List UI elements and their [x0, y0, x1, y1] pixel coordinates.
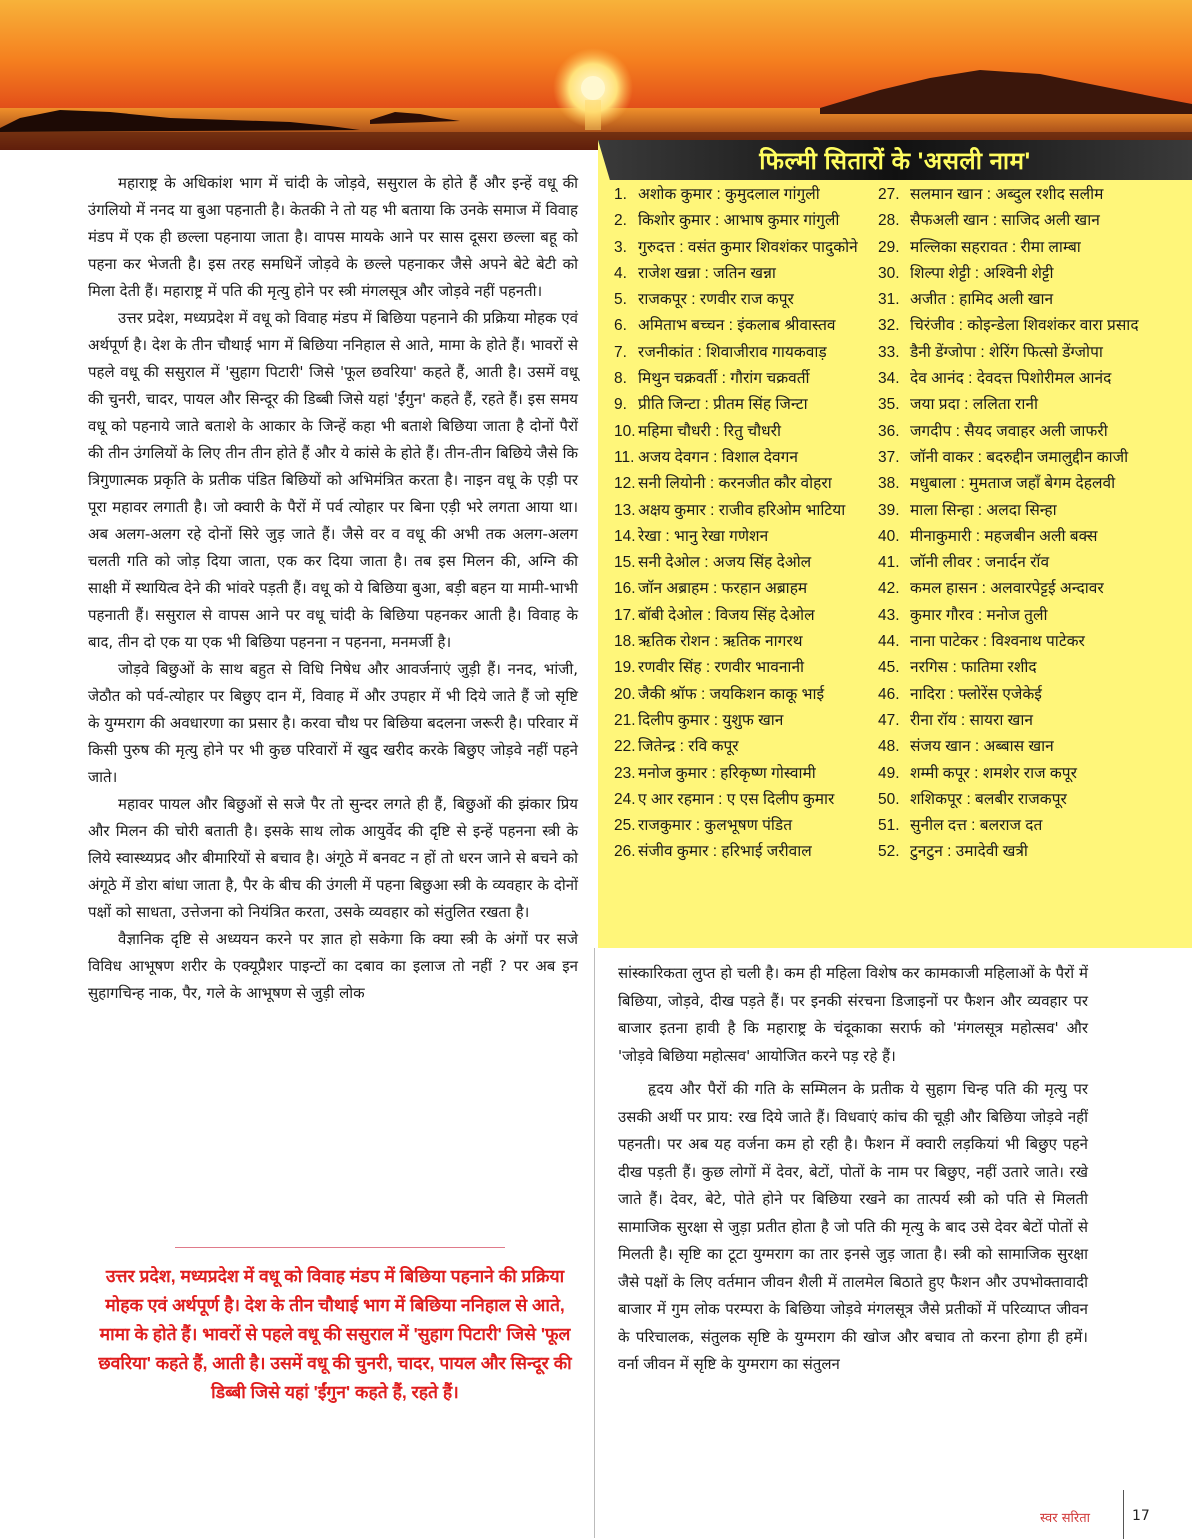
- name-entry: [614, 603, 884, 629]
- name-entry: [614, 655, 884, 681]
- entry-text: मिथुन चक्रवर्ती : गौरांग चक्रवर्ती: [638, 370, 810, 388]
- entry-number: 19.: [614, 659, 636, 677]
- entry-number: 43.: [878, 606, 900, 624]
- entry-text: राजेश खन्ना : जतिन खन्ना: [638, 264, 776, 282]
- entry-number: 5.: [614, 291, 627, 309]
- entry-text: किशोर कुमार : आभाष कुमार गांगुली: [638, 212, 840, 230]
- entry-number: 1.: [614, 186, 627, 203]
- name-entry: [614, 734, 884, 760]
- box-title: फिल्मी सितारों के 'असली नाम': [759, 148, 1031, 175]
- name-entry: [878, 340, 1190, 366]
- entry-text: रीना रॉय : सायरा खान: [910, 711, 1033, 729]
- entry-text: अशोक कुमार : कुमुदलाल गांगुली: [638, 186, 820, 203]
- entry-number: 2.: [614, 212, 627, 230]
- name-entry: [614, 366, 884, 392]
- name-entry: [614, 313, 884, 339]
- entry-number: 9.: [614, 396, 627, 414]
- entry-number: 3.: [614, 238, 627, 256]
- entry-number: 27.: [878, 186, 900, 203]
- name-entry: [878, 261, 1190, 287]
- entry-text: माला सिन्हा : अलदा सिन्हा: [910, 501, 1057, 519]
- sunset-banner-image: [0, 0, 1192, 150]
- entry-number: 24.: [614, 790, 636, 808]
- entry-number: 38.: [878, 475, 900, 493]
- entry-number: 39.: [878, 501, 900, 519]
- entry-text: कुमार गौरव : मनोज तुली: [910, 606, 1048, 624]
- footer-rule: [1123, 1490, 1124, 1539]
- entry-text: नरगिस : फातिमा रशीद: [910, 659, 1037, 677]
- entry-text: रणवीर सिंह : रणवीर भावनानी: [638, 659, 805, 677]
- entry-text: कमल हासन : अलवारपेट्टई अन्दावर: [910, 580, 1104, 598]
- entry-number: 16.: [614, 580, 636, 598]
- name-entry: [614, 576, 884, 602]
- entry-number: 7.: [614, 343, 627, 361]
- entry-text: सैफअली खान : साजिद अली खान: [910, 212, 1100, 230]
- entry-text: जया प्रदा : ललिता रानी: [910, 396, 1038, 414]
- entry-number: 12.: [614, 475, 636, 493]
- entry-number: 51.: [878, 817, 900, 835]
- entry-number: 45.: [878, 659, 900, 677]
- name-entry: [614, 839, 884, 865]
- entry-number: 41.: [878, 554, 900, 572]
- name-entry: [878, 235, 1190, 261]
- entry-text: अजय देवगन : विशाल देवगन: [638, 448, 798, 466]
- entry-text: शशिकपूर : बलबीर राजकपूर: [910, 790, 1067, 808]
- name-entry: [878, 287, 1190, 313]
- entry-text: शम्मी कपूर : शमशेर राज कपूर: [910, 764, 1077, 782]
- name-entry: [878, 708, 1190, 734]
- name-entry: [614, 340, 884, 366]
- name-entry: [614, 182, 884, 208]
- entry-text: गुरुदत्त : वसंत कुमार शिवशंकर पादुकोने: [638, 238, 858, 256]
- entry-text: सुनील दत्त : बलराज दत: [910, 817, 1043, 835]
- name-entry: [614, 498, 884, 524]
- name-entry: [614, 208, 884, 234]
- name-entry: [878, 392, 1190, 418]
- entry-text: नाना पाटेकर : विश्वनाथ पाटेकर: [910, 633, 1085, 651]
- entry-number: 11.: [614, 448, 635, 466]
- names-list-left: [614, 182, 884, 866]
- left-article-column: [88, 170, 578, 1007]
- entry-number: 22.: [614, 738, 636, 756]
- entry-text: टुनटुन : उमादेवी खत्री: [910, 843, 1028, 861]
- entry-text: सलमान खान : अब्दुल रशीद सलीम: [910, 186, 1104, 203]
- entry-text: मीनाकुमारी : महजबीन अली बक्स: [910, 527, 1098, 545]
- magazine-name: स्वर सरिता: [1040, 1511, 1090, 1526]
- name-entry: [614, 471, 884, 497]
- entry-text: संजीव कुमार : हरिभाई जरीवाल: [638, 843, 812, 861]
- page-number: 17: [1132, 1508, 1150, 1524]
- entry-text: जैकी श्रॉफ : जयकिशन काकू भाई: [638, 685, 825, 703]
- name-entry: [878, 682, 1190, 708]
- entry-text: सनी देओल : अजय सिंह देओल: [638, 554, 812, 572]
- entry-number: 17.: [614, 606, 636, 624]
- name-entry: [614, 392, 884, 418]
- entry-text: संजय खान : अब्बास खान: [910, 738, 1054, 756]
- entry-text: महिमा चौधरी : रितु चौधरी: [638, 422, 782, 440]
- name-entry: [878, 839, 1190, 865]
- column-rule: [594, 948, 595, 1538]
- entry-text: मधुबाला : मुमताज जहाँ बेगम देहलवी: [910, 475, 1116, 493]
- entry-number: 30.: [878, 264, 900, 282]
- name-entry: [878, 655, 1190, 681]
- entry-number: 25.: [614, 817, 636, 835]
- entry-text: रेखा : भानु रेखा गणेशन: [638, 527, 769, 545]
- entry-text: अमिताभ बच्चन : इंकलाब श्रीवास्तव: [638, 317, 836, 335]
- entry-text: जॉन अब्राहम : फरहान अब्राहम: [638, 580, 808, 598]
- name-entry: [878, 787, 1190, 813]
- entry-number: 35.: [878, 396, 900, 414]
- name-entry: [614, 761, 884, 787]
- entry-text: सनी लियोनी : करनजीत कौर वोहरा: [638, 475, 832, 493]
- name-entry: [614, 261, 884, 287]
- name-entry: [878, 419, 1190, 445]
- entry-text: राजकपूर : रणवीर राज कपूर: [638, 291, 794, 309]
- entry-text: नादिरा : फ्लोरेंस एजेकेई: [910, 685, 1042, 703]
- entry-number: 34.: [878, 370, 900, 388]
- entry-number: 36.: [878, 422, 900, 440]
- name-entry: [878, 603, 1190, 629]
- entry-text: शिल्पा शेट्टी : अश्विनी शेट्टी: [910, 264, 1054, 282]
- name-entry: [878, 629, 1190, 655]
- entry-text: जॉनी वाकर : बदरुद्दीन जमालुद्दीन काजी: [910, 448, 1129, 466]
- entry-text: बॉबी देओल : विजय सिंह देओल: [638, 606, 815, 624]
- entry-number: 26.: [614, 843, 636, 861]
- entry-text: देव आनंद : देवदत्त पिशोरीमल आनंद: [910, 370, 1112, 388]
- right-article-column: [618, 960, 1088, 1379]
- entry-text: ए आर रहमान : ए एस दिलीप कुमार: [638, 790, 835, 808]
- name-entry: [614, 708, 884, 734]
- entry-number: 42.: [878, 580, 900, 598]
- entry-number: 10.: [614, 422, 636, 440]
- entry-text: ऋतिक रोशन : ऋतिक नागरथ: [638, 633, 803, 651]
- names-list-right: [878, 182, 1190, 866]
- name-entry: [614, 419, 884, 445]
- name-entry: [614, 524, 884, 550]
- entry-number: 40.: [878, 527, 900, 545]
- entry-text: जॉनी लीवर : जनार्दन रॉव: [910, 554, 1050, 572]
- entry-text: दिलीप कुमार : युशुफ खान: [638, 711, 784, 729]
- name-entry: [878, 498, 1190, 524]
- name-entry: [878, 761, 1190, 787]
- name-entry: [614, 629, 884, 655]
- name-entry: [878, 471, 1190, 497]
- entry-text: डैनी डेंग्जोपा : शेरिंग फित्सो डेंग्जोपा: [910, 343, 1103, 361]
- entry-number: 50.: [878, 790, 900, 808]
- name-entry: [614, 813, 884, 839]
- left-paragraph-5: वैज्ञानिक दृष्टि से अध्ययन करने पर ज्ञात हो सकेगा कि क्या स्त्री के अंगों पर सजे विविध आभूषण शरीर के एक्यूप्रैशर पाइन्टों का दबाव का इलाज तो नहीं ? पर अब इन सुहागचिन्ह नाक, पैर, गले के आभूषण से जुड़ी लोक: [88, 930, 578, 1002]
- entry-number: 52.: [878, 843, 900, 861]
- left-paragraph-1: महाराष्ट्र के अधिकांश भाग में चांदी के जोड़वे, ससुराल के होते हैं और इन्हें वधू की उंगलियो में ननद या बुआ पहनाती है। केतकी ने तो यह भी बताया कि उनके समाज में विवाह मंडप में एक ही छल्ला पहनाया जाता है। वापस मायके आने पर सास दूसरा छल्ला बहू को पहना कर भेजती है। इस तरह समधिनें जोड़वे के छल्ले पहनाकर जैसे अपने बेटे बेटी को मिला देती हैं। महाराष्ट्र में पति की मृत्यु होने पर स्त्री मंगलसूत्र और जोड़वे नहीं पहनती।: [88, 174, 578, 300]
- name-entry: [614, 235, 884, 261]
- name-entry: [878, 576, 1190, 602]
- entry-number: 29.: [878, 238, 900, 256]
- entry-number: 28.: [878, 212, 900, 230]
- entry-text: अजीत : हामिद अली खान: [910, 291, 1054, 309]
- entry-number: 20.: [614, 685, 636, 703]
- name-entry: [614, 787, 884, 813]
- entry-text: प्रीति जिन्टा : प्रीतम सिंह जिन्टा: [638, 396, 808, 414]
- entry-text: जगदीप : सैयद जवाहर अली जाफरी: [910, 422, 1108, 440]
- name-entry: [878, 445, 1190, 471]
- entry-number: 15.: [614, 554, 636, 572]
- entry-text: मल्लिका सहरावत : रीमा लाम्बा: [910, 238, 1081, 256]
- right-paragraph-2: हृदय और पैरों की गति के सम्मिलन के प्रतीक ये सुहाग चिन्ह पति की मृत्यु पर उसकी अर्थी पर प्राय: रख दिये जाते हैं। विधवाएं कांच की चूड़ी और बिछिया जोड़वे नहीं पहनती। पर अब यह वर्जना कम हो रही है। फैशन में क्वारी लड़कियां भी बिछुए पहने दीख पड़ती हैं। कुछ लोगों में देवर, बेटों, पोतों के नाम पर बिछुए, नहीं उतारे जाते। रखे जाते हैं। देवर, बेटे, पोते होने पर बिछिया रखने का तात्पर्य स्त्री को पति से मिलती सामाजिक सुरक्षा से जुड़ा प्रतीत होता है जो पति की मृत्यु के बाद उसे देवर बेटों पोतों से मिलती है। सृष्टि का टूटा युग्मराग का तार इनसे जुड़ जाता है। स्त्री को सामाजिक सुरक्षा जैसे पक्षों के लिए वर्तमान जीवन शैली में तालमेल बिठाते हुए फैशन और उपभोक्तावादी बाजार में गुम लोक परम्परा के बिछिया जोड़वे मंगलसूत्र जैसे प्रतीकों में परिव्याप्त जीवन के परिचालक, संतुलक सृष्टि के युग्मराग की खोज और बचाव तो करना होगा ही हमें। वर्ना जीवन में सृष्टि के युग्मराग का संतुलन: [618, 1080, 1088, 1373]
- entry-number: 4.: [614, 264, 627, 282]
- name-entry: [878, 182, 1190, 208]
- pull-quote-divider: [175, 1247, 505, 1248]
- entry-number: 32.: [878, 317, 900, 335]
- entry-text: मनोज कुमार : हरिकृष्ण गोस्वामी: [638, 764, 816, 782]
- name-entry: [614, 682, 884, 708]
- entry-text: रजनीकांत : शिवाजीराव गायकवाड़: [638, 343, 827, 361]
- entry-text: राजकुमार : कुलभूषण पंडित: [638, 817, 793, 835]
- entry-number: 33.: [878, 343, 900, 361]
- name-entry: [878, 550, 1190, 576]
- entry-number: 49.: [878, 764, 900, 782]
- left-paragraph-2: उत्तर प्रदेश, मध्यप्रदेश में वधू को विवाह मंडप में बिछिया पहनाने की प्रक्रिया मोहक एवं अर्थपूर्ण है। देश के तीन चौथाई भाग में बिछिया ननिहाल से आते, मामा के होते हैं। भावरों से पहले वधू की ससुराल में 'सुहाग पिटारी' जिसे 'फूल छवरिया' कहते हैं, आती है। उसमें वधू की चुनरी, चादर, पायल और सिन्दूर की डिब्बी जिसे यहां 'ईंगुन' कहते हैं, रहते हैं। इस समय वधू को पहनाये जाते बताशे के आकार के जिन्हें कहा भी बताशे बिछिया जाता है दोनों पैरों की तीन उंगलियों के लिए तीन तीन होते हैं और ये कांसे के होते हैं। तीन-तीन बिछिये जैसे कि त्रिगुणात्मक प्रकृति के प्रतीक पंडित बिछियों को अभिमंत्रित करता है। नाइन वधू के एड़ी पर पूरा महावर लगाती है। जो क्वारी के पैरों में पर्व त्योहार पर बिना एड़ी भरे लगता आया था। अब अलग-अलग रहे दोनों सिरे जुड़ जाते हैं। जैसे वर व वधू की अभी तक अलग-अलग चलती गति को जोड़ दिया जाता, एक कर दिया जाता है। तब इस मिलन की, अग्नि की साक्षी में स्थायित्व देने की भांवरे पड़ती हैं। वधू को ये बिछिया बुआ, बड़ी बहन या मामी-भाभी पहनाती हैं। ससुराल से वापस आने पर वधू चांदी के बिछिया पहनकर आती है। विवाह के बाद, तीन दो एक या एक भी बिछिया पहनना न पहनना, मनमर्जी है।: [88, 309, 578, 651]
- entry-number: 21.: [614, 711, 636, 729]
- entry-number: 14.: [614, 527, 636, 545]
- entry-number: 37.: [878, 448, 900, 466]
- name-entry: [614, 550, 884, 576]
- entry-text: चिरंजीव : कोइन्डेला शिवशंकर वारा प्रसाद: [910, 317, 1139, 335]
- name-entry: [878, 813, 1190, 839]
- entry-number: 44.: [878, 633, 900, 651]
- entry-text: अक्षय कुमार : राजीव हरिओम भाटिया: [638, 501, 846, 519]
- name-entry: [878, 366, 1190, 392]
- entry-number: 31.: [878, 291, 900, 309]
- entry-number: 18.: [614, 633, 636, 651]
- entry-text: जितेन्द्र : रवि कपूर: [638, 738, 739, 756]
- entry-number: 13.: [614, 501, 636, 519]
- entry-number: 46.: [878, 685, 900, 703]
- name-entry: [614, 445, 884, 471]
- entry-number: 23.: [614, 764, 636, 782]
- pull-quote: उत्तर प्रदेश, मध्यप्रदेश में वधू को विवाह मंडप में बिछिया पहनाने की प्रक्रिया मोहक एवं अर्थपूर्ण है। देश के तीन चौथाई भाग में बिछिया ननिहाल से आते, मामा के होते हैं। भावरों से पहले वधू की ससुराल में 'सुहाग पिटारी' जिसे 'फूल छवरिया' कहते हैं, आती है। उसमें वधू की चुनरी, चादर, पायल और सिन्दूर की डिब्बी जिसे यहां 'ईंगुन' कहते हैं, रहते हैं।: [98, 1266, 572, 1402]
- name-entry: [878, 208, 1190, 234]
- entry-number: 47.: [878, 711, 900, 729]
- film-stars-real-names-box: [598, 140, 1192, 948]
- name-entry: [878, 524, 1190, 550]
- left-paragraph-4: महावर पायल और बिछुओं से सजे पैर तो सुन्दर लगते ही हैं, बिछुओं की झंकार प्रिय और मिलन की चोरी बताती है। इसके साथ लोक आयुर्वेद की दृष्टि से इन्हें पहनना स्त्री के लिये स्वास्थ्यप्रद और बीमारियों से बचाव है। अंगूठे में बनवट न हों तो धरन जाने से बचने को अंगूठे में डोरा बांधा जाता है, पैर के बीच की उंगली में पहना बिछुआ स्त्री के व्यवहार के दोनों पक्षों को साधता, उत्तेजना को नियंत्रित करता, उसके व्यवहार को संतुलित रखता है।: [88, 795, 578, 921]
- left-paragraph-3: जोड़वे बिछुओं के साथ बहुत से विधि निषेध और आवर्जनाएं जुड़ी हैं। ननद, भांजी, जेठौत को पर्व-त्योहार पर बिछुए दान में, विवाह में और उपहार में भी दिये जाते हैं जो सृष्टि के युग्मराग की अवधारणा का प्रसार है। करवा चौथ पर बिछिया बदलना जरूरी है। परिवार में किसी पुरुष की मृत्यु होने पर भी कुछ परिवारों में खुद खरीद करके बिछुए जोड़वे नहीं पहने जाते।: [88, 660, 578, 786]
- name-entry: [614, 287, 884, 313]
- entry-number: 8.: [614, 370, 627, 388]
- name-entry: [878, 734, 1190, 760]
- entry-number: 48.: [878, 738, 900, 756]
- sunset-lake-illustration: [0, 0, 1192, 150]
- right-paragraph-1: सांस्कारिकता लुप्त हो चली है। कम ही महिला विशेष कर कामकाजी महिलाओं के पैरों में बिछिया, जोड़वे, दीख पड़ते हैं। पर इनकी संरचना डिजाइनों पर फैशन और व्यवहार पर बाजार इतना हावी है कि महाराष्ट्र के चंदूकाका सरार्फ को 'मंगलसूत्र महोत्सव' और 'जोड़वे बिछिया महोत्सव' आयोजित करने पड़ रहे हैं।: [618, 964, 1088, 1065]
- name-entry: [878, 313, 1190, 339]
- entry-number: 6.: [614, 317, 627, 335]
